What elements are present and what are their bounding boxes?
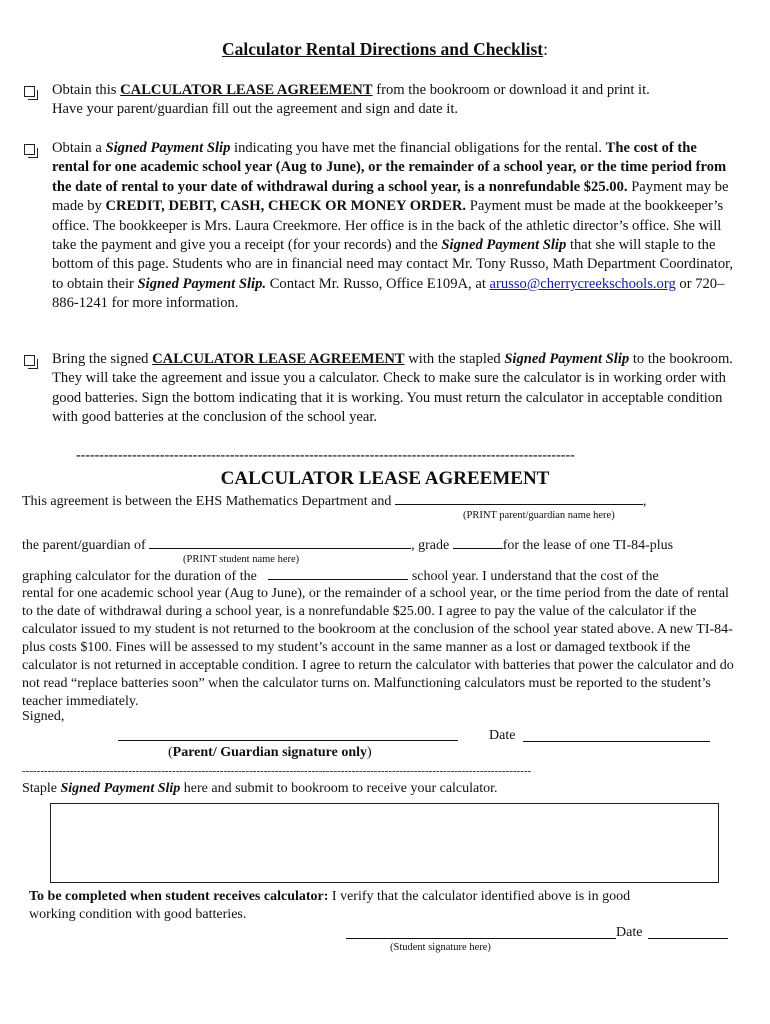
student-date-field[interactable] [648,926,728,939]
checklist-item-payment-slip [24,139,736,314]
step3-agreement-emph: CALCULATOR LEASE AGREEMENT [152,351,405,367]
step2-t5: that she will staple to the bottom of this page. Students who are in financial need may contact Mr. Tony Russo, Math Department Coordinator, to obtain their [52,237,734,292]
checkbox-icon[interactable] [24,86,35,97]
student-signature-field[interactable] [346,926,616,939]
step2-t3: Payment may be made by [52,178,729,215]
step2-t6: Contact Mr. Russo, Office E109A, at [266,275,490,292]
step3-slip: Signed Payment Slip [504,351,630,367]
step2-t2: indicating you have met the financial obligations for the rental. [230,140,606,156]
step2-slip: Signed Payment Slip [105,140,231,156]
lease-of: for the lease of one TI-84-plus [502,538,674,553]
checkbox-icon[interactable] [24,144,35,155]
step2-slip2: Signed Payment Slip [441,237,567,254]
separator-light: ------------------------------------------------------------------------------------------------------------------------------------------- [22,765,532,777]
step2-t4: Payment must be made at the bookkeeper’s office. The bookkeeper is Mrs. Laura Creekmore. Her office is in the back of the athletic director’s office. She will take the payment and give you a receipt (for your records) and the [52,198,724,254]
lease-duration-pre: graphing calculator for the duration of the [22,569,257,584]
parent-signature-field[interactable] [118,728,458,741]
parent-name-field[interactable] [395,492,643,505]
verify-date-label: Date [616,925,643,940]
separator-bold: ----------------------------------------------------------------------------------------------------------- [76,448,575,463]
step3-t2: with the stapled [404,351,505,367]
step2-t1: Obtain a [52,140,106,156]
title-text: Calculator Rental Directions and Checklist [221,39,544,59]
lease-body: rental for one academic school year (Aug to June), or the remainder of a school year, or the time period from the date of rental to the date of withdrawal during a school year, is a nonrefundable $25.00. I agree to pay the value of the calculator if the calculator issued to my student is not returned to the bookroom at the conclusion of the school year stated above. A new TI-84-plus costs $100. Fines will be assessed to my student’s account in the same manner as a lost or damaged textbook if the calculator is not returned in acceptable condition. I agree to return the calculator with batteries that power the calculator and do not read “replace batteries soon” when the calculator turns on. Malfunctioning calculators must be reported to the student’s teacher immediately. [22,586,734,709]
lease-student-line [22,536,742,555]
lease-duration-line [22,567,742,586]
student-name-hint: (PRINT student name here) [183,554,300,565]
lease-parent-of: the parent/guardian of [22,538,146,553]
parent-name-hint: (PRINT parent/guardian name here) [463,510,615,521]
staple-area-box [50,803,719,883]
verify-label: To be completed when student receives calculator: [29,889,329,904]
step2-slip3: Signed Payment Slip. [137,275,267,292]
checklist-item-obtain-agreement [24,81,736,120]
lease-duration-post: school year. I understand that the cost of the [411,569,659,584]
caption-close-paren: ) [367,745,372,760]
title-colon: : [543,39,549,59]
lease-intro: This agreement is between the EHS Mathematics Department and [22,494,392,509]
verify-text2: working condition with good batteries. [29,907,247,922]
caption-open-paren: ( [168,745,173,760]
grade-field[interactable] [453,536,503,549]
step2-cost: The cost of the rental for one academic school year (Aug to June), or the remainder of a school year, or the time period from the date of rental to your date of withdrawal during a school year, is a nonrefundable $25.00. [52,140,727,195]
lease-grade: , grade [411,538,450,553]
checkbox-icon[interactable] [24,355,35,366]
staple-slip: Signed Payment Slip [60,781,181,796]
lease-intro-line [22,492,742,511]
verify-line1 [29,889,630,905]
checklist-item-bring-agreement [24,350,736,428]
step1-pre: Obtain this [52,82,121,98]
signed-label: Signed, [22,709,65,724]
verify-text1: I verify that the calculator identified above is in good [328,889,631,904]
date-label: Date [489,728,516,743]
page-title [0,39,770,60]
step2-methods: CREDIT, DEBIT, CASH, CHECK OR MONEY ORDER. [105,198,467,215]
step3-t1: Bring the signed [52,351,153,367]
step2-t7: or 720– 886-1241 for more information. [52,275,725,312]
student-signature-hint: (Student signature here) [390,942,491,953]
step1-agreement-emph: CALCULATOR LEASE AGREEMENT [120,82,373,98]
staple-post: here and submit to bookroom to receive your calculator. [180,781,498,796]
signature-caption [168,745,372,761]
student-name-field[interactable] [149,536,411,549]
lease-comma: , [642,494,647,509]
step1-line2: Have your parent/guardian fill out the agreement and sign and date it. [52,101,459,118]
staple-instruction [22,781,498,797]
step1-post: from the bookroom or download it and print it. [372,82,650,98]
email-link[interactable]: arusso@cherrycreekschools.org [489,275,676,292]
lease-heading: CALCULATOR LEASE AGREEMENT [220,468,550,489]
staple-pre: Staple [22,781,61,796]
parent-date-field[interactable] [523,729,710,742]
school-year-field[interactable] [268,567,408,580]
caption-text: Parent/ Guardian signature only [172,745,368,760]
step3-t3: to the bookroom. They will take the agreement and issue you a calculator. Check to make sure the calculator is in working order with good batteries. Sign the bottom indicating that it is working. You must return the calculator in acceptable condition with good batteries at the conclusion of the school year. [52,351,733,426]
